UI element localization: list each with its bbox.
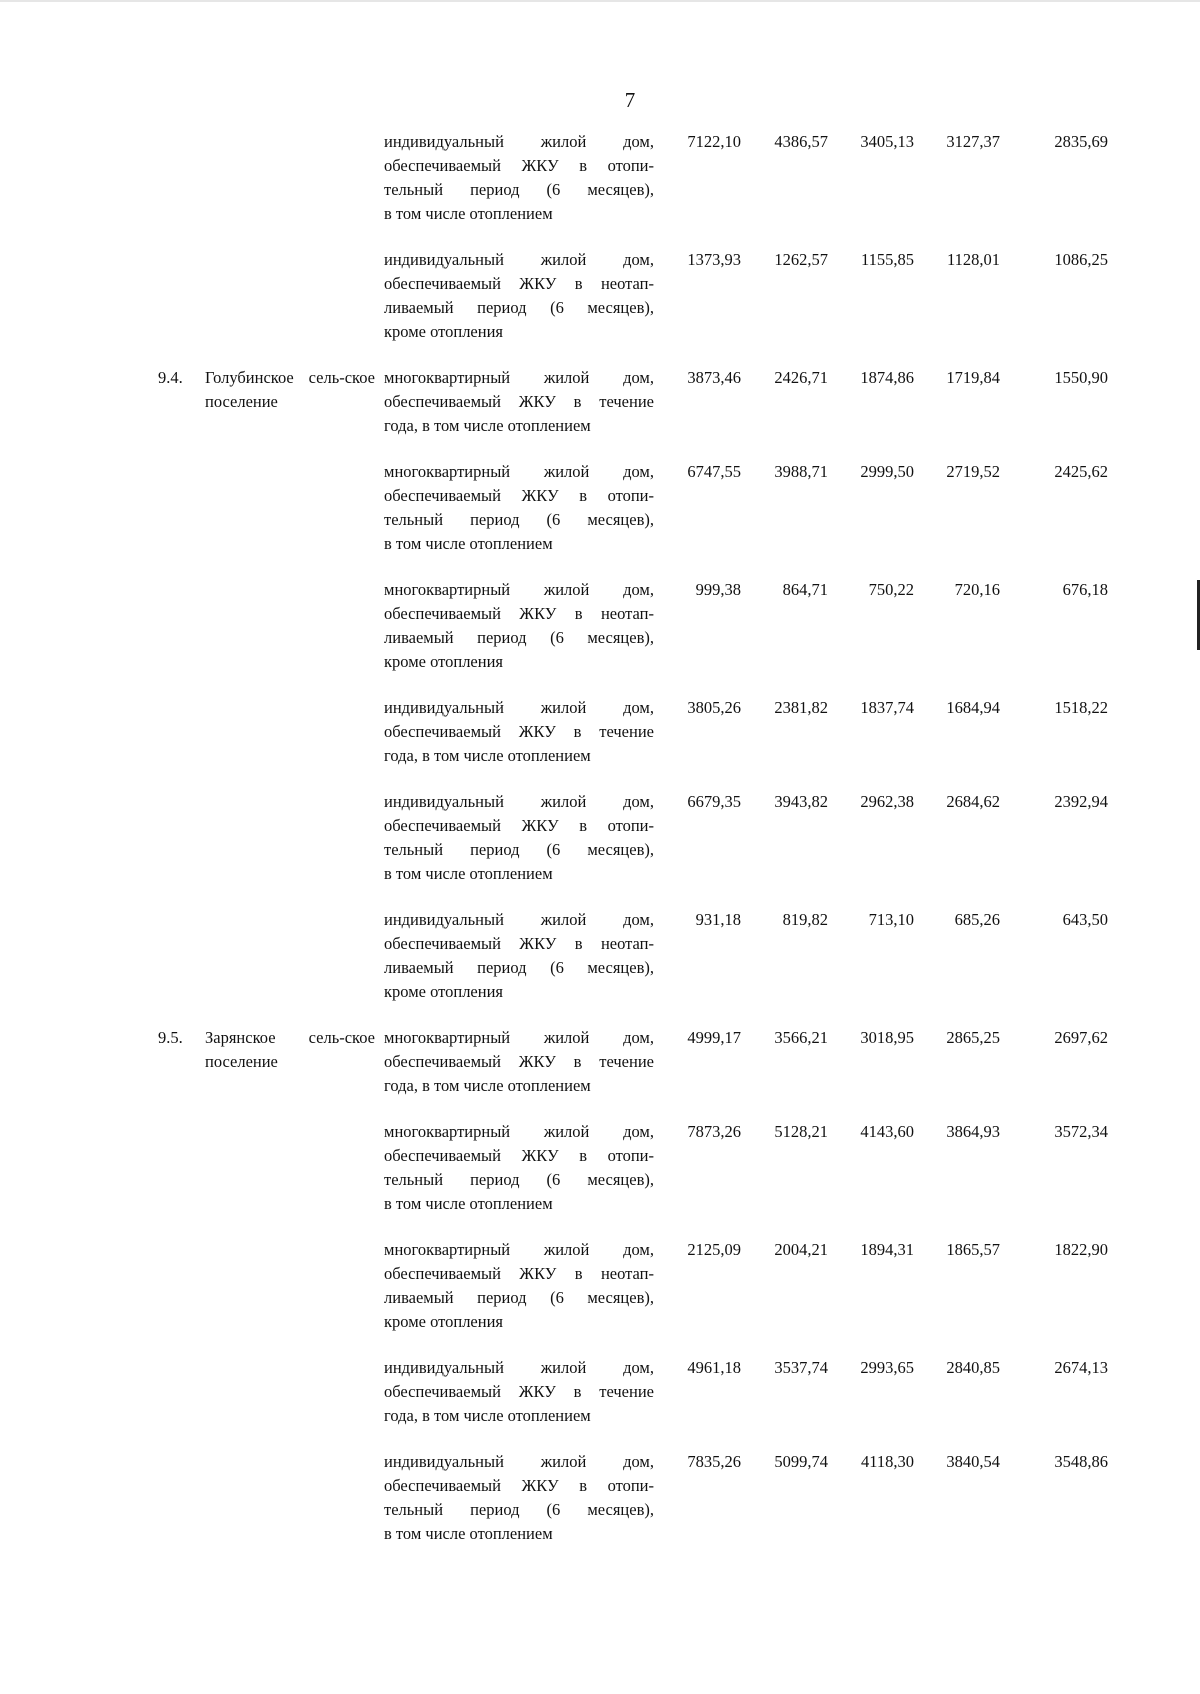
- description-line: обеспечиваемый ЖКУ в течение: [384, 1382, 654, 1401]
- description-line: индивидуальный жилой дом,: [384, 910, 654, 929]
- value-cell: 3572,34: [1054, 1122, 1108, 1141]
- row-index: 9.5.: [158, 1028, 183, 1047]
- description-line: года, в том числе отоплением: [384, 416, 591, 435]
- settlement-name: Зарянское сель-ское поселение: [205, 1028, 375, 1071]
- value-cell: 1262,57: [774, 250, 828, 269]
- description-line: ливаемый период (6 месяцев),: [384, 628, 654, 647]
- table-row: [0, 248, 1200, 366]
- value-cell: 931,18: [695, 910, 741, 929]
- table-row: [0, 1238, 1200, 1356]
- value-cell: 4386,57: [774, 132, 828, 151]
- housing-description: [384, 908, 654, 1004]
- value-cell: 3405,13: [860, 132, 914, 151]
- description-line: обеспечиваемый ЖКУ в течение: [384, 392, 654, 411]
- value-cell: 2719,52: [946, 462, 1000, 481]
- description-line: года, в том числе отоплением: [384, 1076, 591, 1095]
- value-cell: 3805,26: [687, 698, 741, 717]
- value-cell: 2993,65: [860, 1358, 914, 1377]
- table-row: [0, 130, 1200, 248]
- value-cell: 3943,82: [774, 792, 828, 811]
- value-cell: 685,26: [954, 910, 1000, 929]
- value-cell: 864,71: [782, 580, 828, 599]
- table-row: [0, 366, 1200, 460]
- value-cell: 7835,26: [687, 1452, 741, 1471]
- value-cell: 2865,25: [946, 1028, 1000, 1047]
- housing-description: [384, 366, 654, 438]
- value-cell: 7873,26: [687, 1122, 741, 1141]
- description-line: обеспечиваемый ЖКУ в неотап-: [384, 1264, 654, 1283]
- description-line: в том числе отоплением: [384, 534, 553, 553]
- value-cell: 3566,21: [774, 1028, 828, 1047]
- value-cell: 2425,62: [1054, 462, 1108, 481]
- table-row: [0, 1356, 1200, 1450]
- table-row: [0, 696, 1200, 790]
- value-cell: 3988,71: [774, 462, 828, 481]
- settlement-name: Голубинское сель-ское поселение: [205, 368, 375, 411]
- table-row: [0, 908, 1200, 1026]
- value-cell: 1837,74: [860, 698, 914, 717]
- value-cell: 4143,60: [860, 1122, 914, 1141]
- description-line: ливаемый период (6 месяцев),: [384, 298, 654, 317]
- housing-description: [384, 1450, 654, 1546]
- value-cell: 1865,57: [946, 1240, 1000, 1259]
- page-number: 7: [624, 88, 636, 112]
- description-line: тельный период (6 месяцев),: [384, 1170, 654, 1189]
- housing-description: [384, 1356, 654, 1428]
- value-cell: 1128,01: [946, 250, 1000, 269]
- description-line: в том числе отоплением: [384, 1194, 553, 1213]
- value-cell: 713,10: [868, 910, 914, 929]
- table-row: [0, 460, 1200, 578]
- value-cell: 750,22: [868, 580, 914, 599]
- value-cell: 2697,62: [1054, 1028, 1108, 1047]
- housing-description: [384, 1238, 654, 1334]
- value-cell: 1684,94: [946, 698, 1000, 717]
- value-cell: 1373,93: [687, 250, 741, 269]
- value-cell: 5099,74: [774, 1452, 828, 1471]
- value-cell: 2392,94: [1054, 792, 1108, 811]
- housing-description: [384, 248, 654, 344]
- value-cell: 2426,71: [774, 368, 828, 387]
- description-line: многоквартирный жилой дом,: [384, 1028, 654, 1047]
- value-cell: 3127,37: [946, 132, 1000, 151]
- description-line: тельный период (6 месяцев),: [384, 510, 654, 529]
- description-line: многоквартирный жилой дом,: [384, 580, 654, 599]
- table-row: [0, 790, 1200, 908]
- description-line: индивидуальный жилой дом,: [384, 1358, 654, 1377]
- housing-description: [384, 696, 654, 768]
- value-cell: 7122,10: [687, 132, 741, 151]
- description-line: многоквартирный жилой дом,: [384, 1122, 654, 1141]
- description-line: многоквартирный жилой дом,: [384, 462, 654, 481]
- description-line: индивидуальный жилой дом,: [384, 1452, 654, 1471]
- value-cell: 2999,50: [860, 462, 914, 481]
- housing-description: [384, 1120, 654, 1216]
- housing-description: [384, 460, 654, 556]
- value-cell: 1518,22: [1054, 698, 1108, 717]
- value-cell: 2835,69: [1054, 132, 1108, 151]
- table-row: [0, 1120, 1200, 1238]
- value-cell: 5128,21: [774, 1122, 828, 1141]
- value-cell: 3537,74: [774, 1358, 828, 1377]
- value-cell: 2840,85: [946, 1358, 1000, 1377]
- value-cell: 819,82: [782, 910, 828, 929]
- value-cell: 6747,55: [687, 462, 741, 481]
- value-cell: 643,50: [1062, 910, 1108, 929]
- description-line: кроме отопления: [384, 322, 504, 341]
- value-cell: 1155,85: [860, 250, 914, 269]
- value-cell: 3548,86: [1054, 1452, 1108, 1471]
- row-index: 9.4.: [158, 368, 183, 387]
- description-line: обеспечиваемый ЖКУ в отопи-: [384, 1146, 654, 1165]
- value-cell: 999,38: [695, 580, 741, 599]
- value-cell: 2674,13: [1054, 1358, 1108, 1377]
- value-cell: 3864,93: [946, 1122, 1000, 1141]
- description-line: многоквартирный жилой дом,: [384, 1240, 654, 1259]
- description-line: года, в том числе отоплением: [384, 746, 591, 765]
- description-line: тельный период (6 месяцев),: [384, 180, 654, 199]
- value-cell: 2004,21: [774, 1240, 828, 1259]
- description-line: обеспечиваемый ЖКУ в отопи-: [384, 1476, 654, 1495]
- value-cell: 3840,54: [946, 1452, 1000, 1471]
- housing-description: [384, 1026, 654, 1098]
- value-cell: 2962,38: [860, 792, 914, 811]
- description-line: обеспечиваемый ЖКУ в отопи-: [384, 486, 654, 505]
- description-line: кроме отопления: [384, 1312, 504, 1331]
- description-line: тельный период (6 месяцев),: [384, 1500, 654, 1519]
- value-cell: 720,16: [954, 580, 1000, 599]
- description-line: кроме отопления: [384, 982, 504, 1001]
- description-line: индивидуальный жилой дом,: [384, 698, 654, 717]
- description-line: тельный период (6 месяцев),: [384, 840, 654, 859]
- description-line: кроме отопления: [384, 652, 504, 671]
- table-row: [0, 1450, 1200, 1568]
- value-cell: 1719,84: [946, 368, 1000, 387]
- value-cell: 1822,90: [1054, 1240, 1108, 1259]
- value-cell: 3873,46: [687, 368, 741, 387]
- description-line: обеспечиваемый ЖКУ в отопи-: [384, 816, 654, 835]
- housing-description: [384, 130, 654, 226]
- value-cell: 1874,86: [860, 368, 914, 387]
- description-line: обеспечиваемый ЖКУ в отопи-: [384, 156, 654, 175]
- value-cell: 4999,17: [687, 1028, 741, 1047]
- tariff-table: [0, 130, 1200, 1568]
- description-line: ливаемый период (6 месяцев),: [384, 1288, 654, 1307]
- table-row: [0, 578, 1200, 696]
- value-cell: 1550,90: [1054, 368, 1108, 387]
- value-cell: 676,18: [1062, 580, 1108, 599]
- value-cell: 4961,18: [687, 1358, 741, 1377]
- housing-description: [384, 578, 654, 674]
- value-cell: 3018,95: [860, 1028, 914, 1047]
- value-cell: 4118,30: [860, 1452, 914, 1471]
- description-line: индивидуальный жилой дом,: [384, 250, 654, 269]
- description-line: обеспечиваемый ЖКУ в неотап-: [384, 934, 654, 953]
- description-line: в том числе отоплением: [384, 1524, 553, 1543]
- description-line: в том числе отоплением: [384, 204, 553, 223]
- description-line: индивидуальный жилой дом,: [384, 792, 654, 811]
- table-row: [0, 1026, 1200, 1120]
- scan-top-edge: [0, 0, 1200, 2]
- description-line: обеспечиваемый ЖКУ в неотап-: [384, 274, 654, 293]
- description-line: года, в том числе отоплением: [384, 1406, 591, 1425]
- description-line: ливаемый период (6 месяцев),: [384, 958, 654, 977]
- value-cell: 2684,62: [946, 792, 1000, 811]
- value-cell: 2381,82: [774, 698, 828, 717]
- description-line: индивидуальный жилой дом,: [384, 132, 654, 151]
- housing-description: [384, 790, 654, 886]
- description-line: обеспечиваемый ЖКУ в неотап-: [384, 604, 654, 623]
- description-line: в том числе отоплением: [384, 864, 553, 883]
- value-cell: 6679,35: [687, 792, 741, 811]
- description-line: многоквартирный жилой дом,: [384, 368, 654, 387]
- description-line: обеспечиваемый ЖКУ в течение: [384, 1052, 654, 1071]
- value-cell: 1894,31: [860, 1240, 914, 1259]
- description-line: обеспечиваемый ЖКУ в течение: [384, 722, 654, 741]
- value-cell: 2125,09: [687, 1240, 741, 1259]
- value-cell: 1086,25: [1054, 250, 1108, 269]
